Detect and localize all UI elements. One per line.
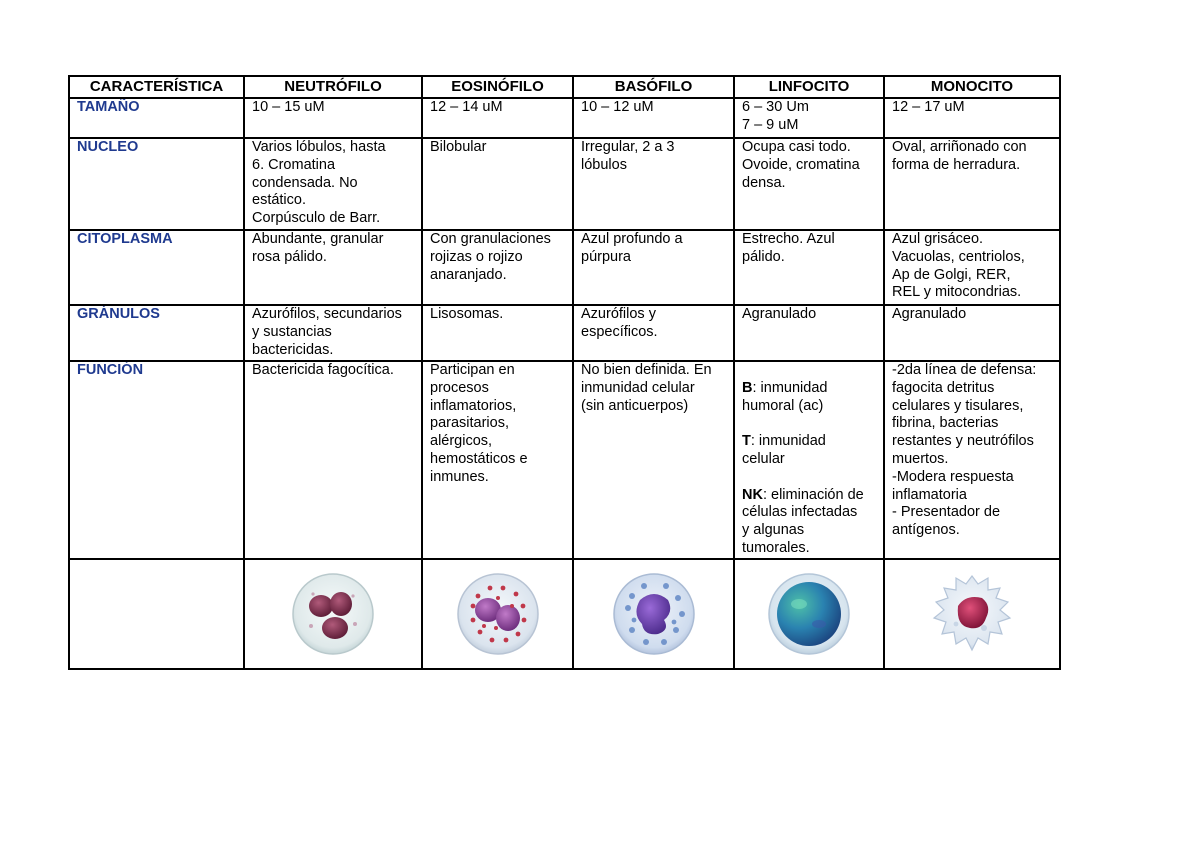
cell-image-monocito xyxy=(884,559,1060,669)
neutrophil-cell-illustration xyxy=(283,566,383,662)
cell-tamano-monocito: 12 – 17 uM xyxy=(884,98,1060,138)
table-row-granulos xyxy=(69,305,1060,361)
cell-funcion-neutrofilo: Bactericida fagocítica. xyxy=(244,361,422,559)
cell-image-eosinofilo xyxy=(422,559,573,669)
header-neutrofilo: NEUTRÓFILO xyxy=(244,76,422,98)
row-label-citoplasma: CITOPLASMA xyxy=(69,230,244,305)
header-caracteristica: CARACTERÍSTICA xyxy=(69,76,244,98)
cell-citoplasma-eosinofilo: Con granulaciones rojizas o rojizo anaranjado. xyxy=(422,230,573,305)
cell-tamano-linfocito: 6 – 30 Um 7 – 9 uM xyxy=(734,98,884,138)
table-row-funcion xyxy=(69,361,1060,559)
cell-citoplasma-monocito: Azul grisáceo. Vacuolas, centriolos, Ap de Golgi, RER, REL y mitocondrias. xyxy=(884,230,1060,305)
basophil-cell-illustration xyxy=(604,566,704,662)
monocyte-cell-illustration xyxy=(922,566,1022,662)
cell-nucleo-monocito: Oval, arriñonado con forma de herradura. xyxy=(884,138,1060,230)
linfocito-b-text: : inmunidad humoral (ac) xyxy=(742,379,828,414)
cell-granulos-monocito: Agranulado xyxy=(884,305,1060,361)
cell-granulos-eosinofilo: Lisosomas. xyxy=(422,305,573,361)
table-row-nucleo xyxy=(69,138,1060,230)
table-row-images xyxy=(69,559,1060,669)
cell-granulos-neutrofilo: Azurófilos, secundarios y sustancias bactericidas. xyxy=(244,305,422,361)
leukocyte-comparison-table xyxy=(68,75,1061,670)
cell-tamano-neutrofilo: 10 – 15 uM xyxy=(244,98,422,138)
lymphocyte-cell-illustration xyxy=(759,566,859,662)
cell-nucleo-eosinofilo: Bilobular xyxy=(422,138,573,230)
cell-citoplasma-basofilo: Azul profundo a púrpura xyxy=(573,230,734,305)
linfocito-b-label: B xyxy=(742,379,753,396)
cell-image-basofilo xyxy=(573,559,734,669)
linfocito-t-text: : inmunidad celular xyxy=(742,433,826,467)
header-monocito: MONOCITO xyxy=(884,76,1060,98)
cell-nucleo-basofilo: Irregular, 2 a 3 lóbulos xyxy=(573,138,734,230)
table-row-citoplasma xyxy=(69,230,1060,305)
cell-tamano-eosinofilo: 12 – 14 uM xyxy=(422,98,573,138)
cell-image-neutrofilo xyxy=(244,559,422,669)
table-header-row xyxy=(69,76,1060,98)
cell-citoplasma-neutrofilo: Abundante, granular rosa pálido. xyxy=(244,230,422,305)
header-basofilo: BASÓFILO xyxy=(573,76,734,98)
cell-tamano-basofilo: 10 – 12 uM xyxy=(573,98,734,138)
cell-funcion-eosinofilo: Participan en procesos inflamatorios, parasitarios, alérgicos, hemostáticos e inmunes. xyxy=(422,361,573,559)
row-label-nucleo: NUCLEO xyxy=(69,138,244,230)
cell-granulos-linfocito: Agranulado xyxy=(734,305,884,361)
cell-granulos-basofilo: Azurófilos y específicos. xyxy=(573,305,734,361)
cell-funcion-basofilo: No bien definida. En inmunidad celular (sin anticuerpos) xyxy=(573,361,734,559)
header-eosinofilo: EOSINÓFILO xyxy=(422,76,573,98)
cell-image-linfocito xyxy=(734,559,884,669)
linfocito-nk-text: : eliminación de células infectadas y algunas tumorales. xyxy=(742,486,864,556)
cell-image-empty xyxy=(69,559,244,669)
row-label-funcion: FUNCIÓN xyxy=(69,361,244,559)
cell-nucleo-linfocito: Ocupa casi todo. Ovoide, cromatina densa. xyxy=(734,138,884,230)
cell-nucleo-neutrofilo: Varios lóbulos, hasta 6. Cromatina condensada. No estático. Corpúsculo de Barr. xyxy=(244,138,422,230)
linfocito-nk-label: NK xyxy=(742,486,763,503)
row-label-tamano: TAMAÑO xyxy=(69,98,244,138)
table-row-tamano xyxy=(69,98,1060,138)
cell-funcion-linfocito xyxy=(734,361,884,559)
cell-funcion-monocito: -2da línea de defensa: fagocita detritus celulares y tisulares, fibrina, bacterias restantes y neutrófilos muertos. -Modera respuesta inflamatoria - Presentador de antígenos. xyxy=(884,361,1060,559)
eosinophil-cell-illustration xyxy=(448,566,548,662)
header-linfocito: LINFOCITO xyxy=(734,76,884,98)
linfocito-t-label: T xyxy=(742,433,751,450)
row-label-granulos: GRÁNULOS xyxy=(69,305,244,361)
cell-citoplasma-linfocito: Estrecho. Azul pálido. xyxy=(734,230,884,305)
